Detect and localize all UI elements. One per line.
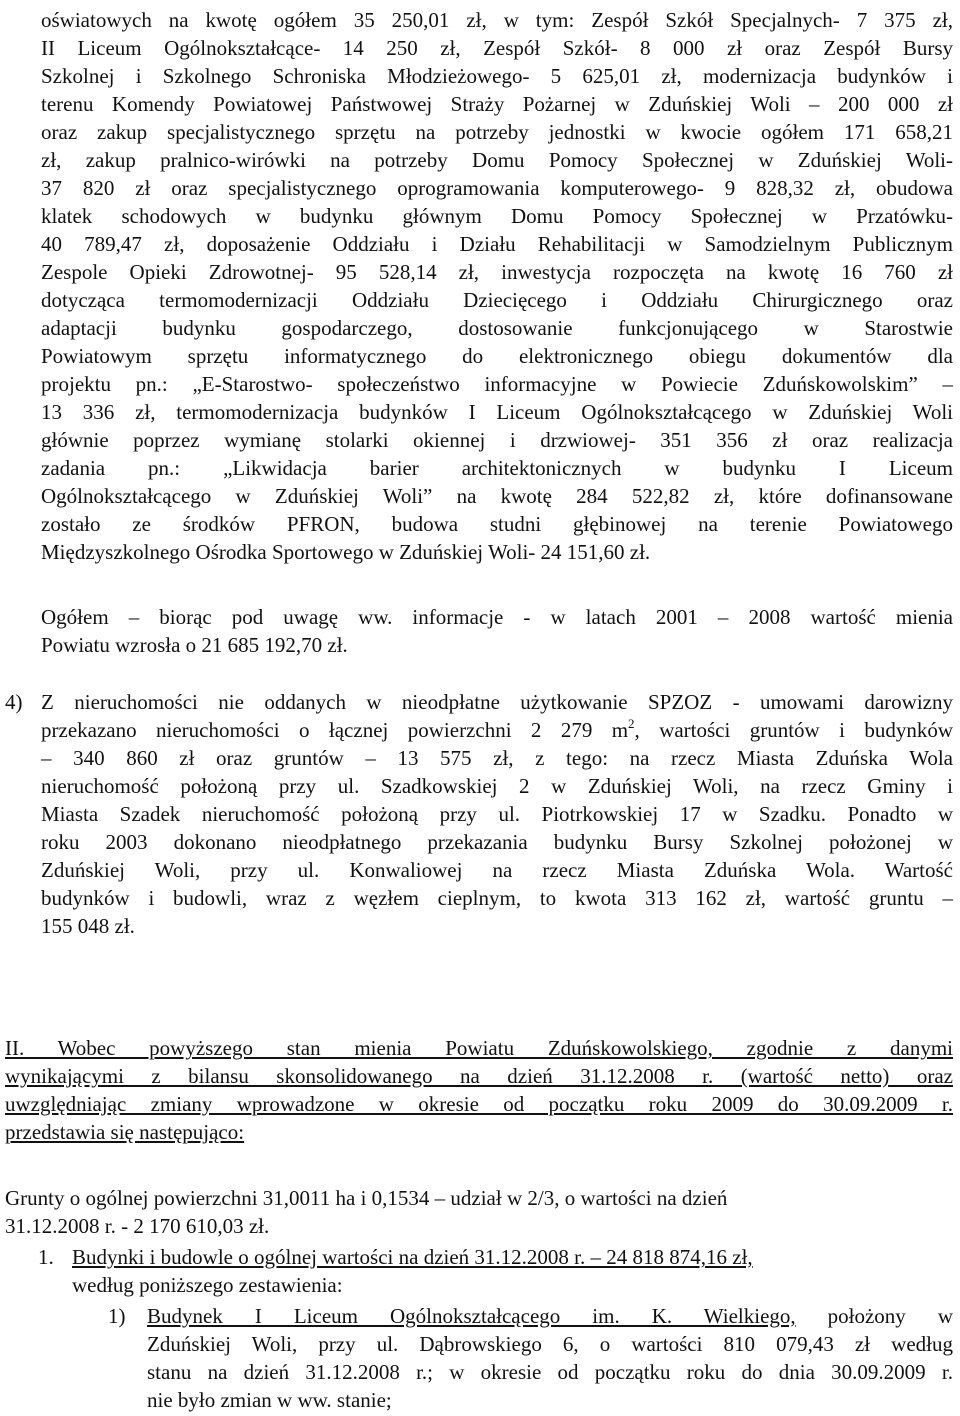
text-line: Ogólnokształcącego w Zduńskiej Woli” na kwotę 284 522,82 zł, które dofinansowane [41, 484, 953, 508]
text-line: 155 048 zł. [41, 914, 135, 938]
text-line: oraz zakup specjalistycznego sprzętu na potrzeby jednostki w kwocie ogółem 171 658,21 [41, 120, 953, 144]
text-line: 37 820 zł oraz specjalistycznego oprogramowania komputerowego- 9 828,32 zł, obudowa [41, 176, 953, 200]
text-line: Szkolnej i Szkolnego Schroniska Młodzieżowego- 5 625,01 zł, modernizacja budynków i [41, 64, 953, 88]
text-line: budynków i budowli, wraz z węzłem cieplnym, to kwota 313 162 zł, wartość gruntu – [41, 886, 953, 910]
text-line: Budynek I Liceum Ogólnokształcącego im. K. Wielkiego, położony w [147, 1304, 953, 1328]
text-line: stanu na dzień 31.12.2008 r.; w okresie od początku roku do dnia 30.09.2009 r. [147, 1360, 953, 1384]
text-line: Powiatowym sprzętu informatycznego do elektronicznego obiegu dokumentów dla [41, 344, 953, 368]
text-line: nie było zmian w ww. stanie; [147, 1388, 392, 1412]
text-line: zadania pn.: „Likwidacja barier architektonicznych w budynku I Liceum [41, 456, 953, 480]
text-line: głównie poprzez wymianę stolarki okiennej i drzwiowej- 351 356 zł oraz realizacja [41, 428, 953, 452]
text-line: według poniższego zestawienia: [72, 1273, 343, 1297]
text-line: terenu Komendy Powiatowej Państwowej Straży Pożarnej w Zduńskiej Woli – 200 000 zł [41, 92, 953, 116]
text-line: uwzględniając zmiany wprowadzone w okresie od początku roku 2009 do 30.09.2009 r. [5, 1092, 953, 1116]
text-line: Powiatu wzrosła o 21 685 192,70 zł. [41, 633, 348, 657]
text-line: klatek schodowych w budynku głównym Domu Pomocy Społecznej w Przatówku- [41, 204, 953, 228]
text-line: II. Wobec powyższego stan mienia Powiatu Zduńskowolskiego, zgodnie z danymi [5, 1036, 953, 1060]
text-line: – 340 860 zł oraz gruntów – 13 575 zł, z tego: na rzecz Miasta Zduńska Wola [41, 746, 953, 770]
text-line: dotycząca termomodernizacji Oddziału Dziecięcego i Oddziału Chirurgicznego oraz [41, 288, 953, 312]
text-line: przedstawia się następująco: [5, 1120, 245, 1144]
text-line: II Liceum Ogólnokształcące- 14 250 zł, Zespół Szkół- 8 000 zł oraz Zespół Bursy [41, 36, 953, 60]
text-line: przekazano nieruchomości o łącznej powierzchni 2 279 $m^2$, wartości gruntów i budynków [41, 716, 953, 742]
text-line: 31.12.2008 r. - 2 170 610,03 zł. [5, 1214, 270, 1238]
list-number: 1. [38, 1245, 54, 1269]
text-line: Z nieruchomości nie oddanych w nieodpłatne użytkowanie SPZOZ - umowami darowizny [41, 690, 953, 714]
text-line: Zespole Opieki Zdrowotnej- 95 528,14 zł, inwestycja rozpoczęta na kwotę 16 760 zł [41, 260, 953, 284]
text-line: roku 2003 dokonano nieodpłatnego przekazania budynku Bursy Szkolnej położonej w [41, 830, 953, 854]
text-line: 13 336 zł, termomodernizacja budynków I Liceum Ogólnokształcącego w Zduńskiej Woli [41, 400, 953, 424]
text-line: Ogółem – biorąc pod uwagę ww. informacje - w latach 2001 – 2008 wartość mienia [41, 605, 953, 629]
list-number: 1) [108, 1304, 126, 1328]
text-line: Zduńskiej Woli, przy ul. Dąbrowskiego 6, o wartości 810 079,43 zł według [147, 1332, 953, 1356]
text-line: oświatowych na kwotę ogółem 35 250,01 zł, w tym: Zespół Szkół Specjalnych- 7 375 zł, [41, 8, 953, 32]
text-line: adaptacji budynku gospodarczego, dostosowanie funkcjonującego w Starostwie [41, 316, 953, 340]
text-line: zostało ze środków PFRON, budowa studni głębinowej na terenie Powiatowego [41, 512, 953, 536]
text-line: projektu pn.: „E-Starostwo- społeczeństwo informacyjne w Powiecie Zduńskowolskim” – [41, 372, 953, 396]
text-line: 40 789,47 zł, doposażenie Oddziału i Działu Rehabilitacji w Samodzielnym Publicznym [41, 232, 953, 256]
text-line: Zduńskiej Woli, przy ul. Konwaliowej na rzecz Miasta Zduńska Wola. Wartość [41, 858, 953, 882]
text-line: Miasta Szadek nieruchomość położoną przy ul. Piotrkowskiej 17 w Szadku. Ponadto w [41, 802, 953, 826]
text-line: nieruchomość położoną przy ul. Szadkowskiej 2 w Zduńskiej Woli, na rzecz Gminy i [41, 774, 953, 798]
text-line: zł, zakup pralnico-wirówki na potrzeby Domu Pomocy Społecznej w Zduńskiej Woli- [41, 148, 953, 172]
text-line: Budynki i budowle o ogólnej wartości na dzień 31.12.2008 r. – 24 818 874,16 zł, [72, 1245, 753, 1269]
list-number: 4) [5, 690, 23, 714]
text-line: Grunty o ogólnej powierzchni 31,0011 ha i 0,1534 – udział w 2/3, o wartości na dzień [5, 1186, 728, 1210]
text-line: Międzyszkolnego Ośrodka Sportowego w Zduńskiej Woli- 24 151,60 zł. [41, 540, 651, 564]
text-line: wynikającymi z bilansu skonsolidowanego na dzień 31.12.2008 r. (wartość netto) oraz [5, 1064, 953, 1088]
